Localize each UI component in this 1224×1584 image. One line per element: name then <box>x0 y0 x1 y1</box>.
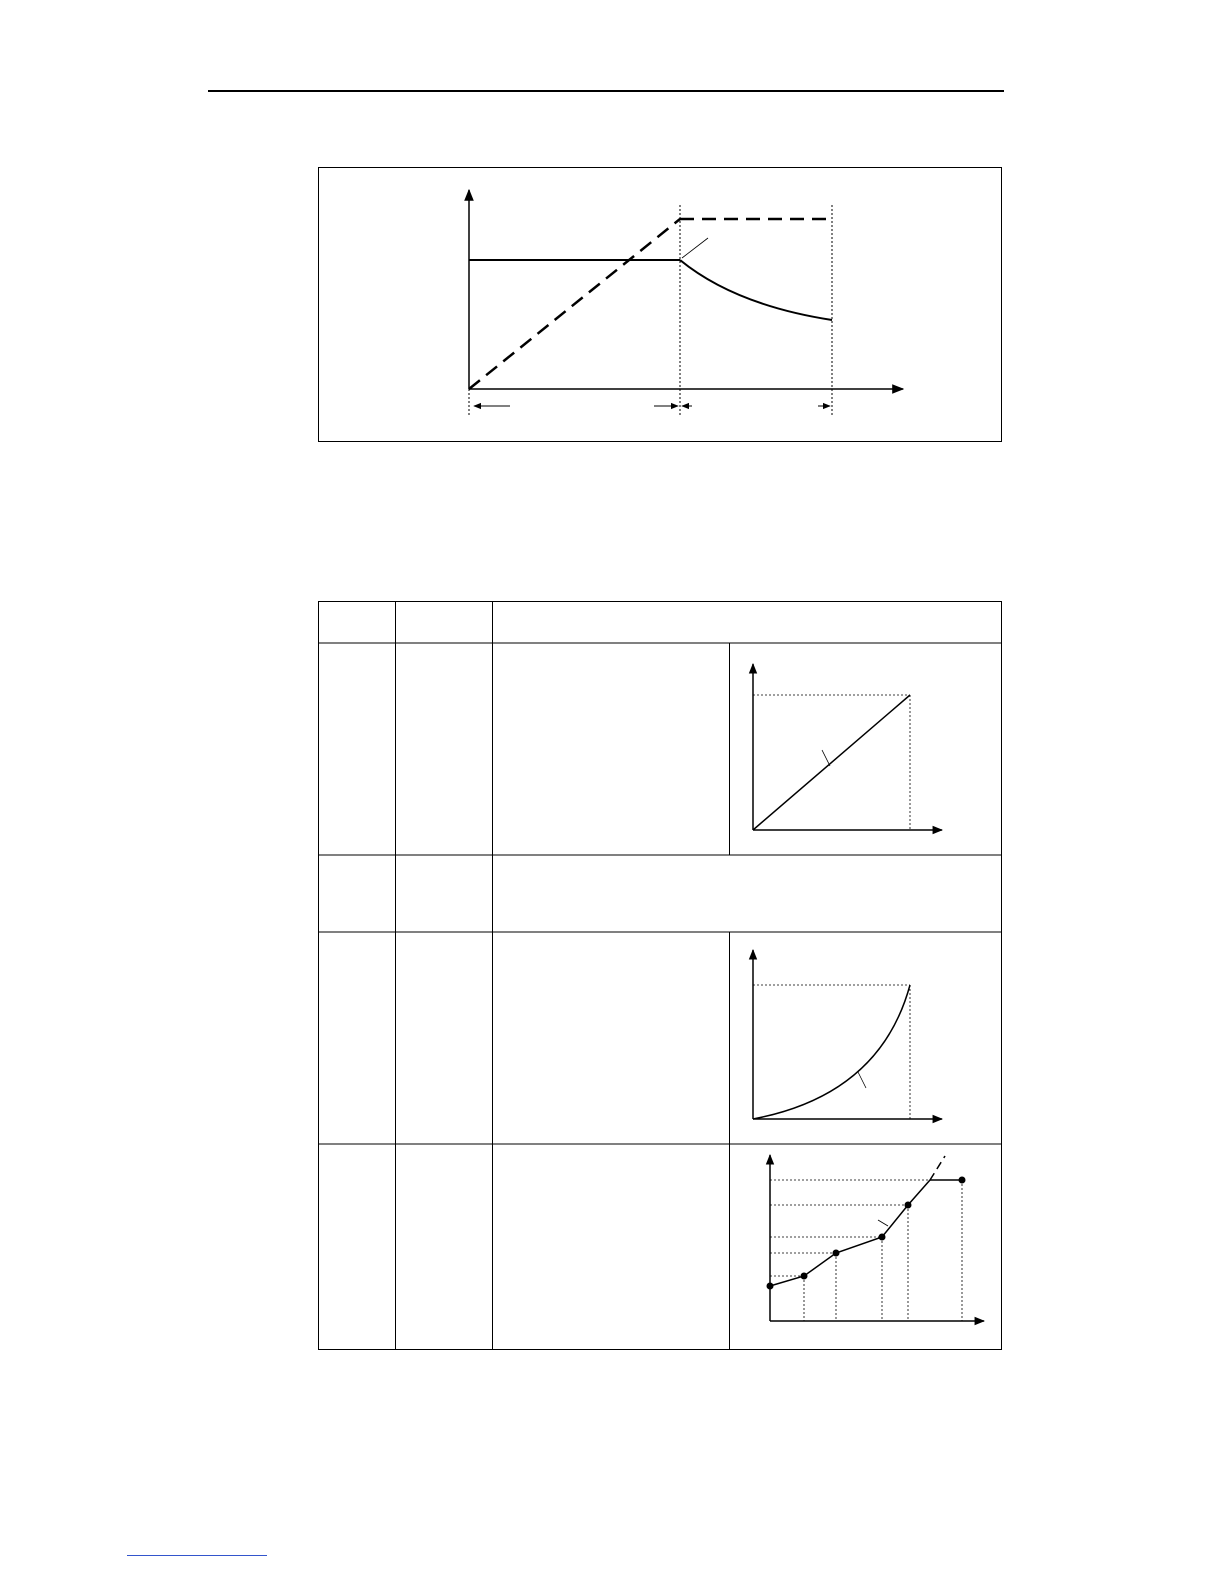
quadratic-graph-icon <box>753 950 942 1119</box>
table-border <box>319 602 1002 1350</box>
linear-graph-icon <box>753 664 942 830</box>
footer-rule <box>127 1555 267 1556</box>
polyline-graph-icon <box>767 1155 985 1321</box>
